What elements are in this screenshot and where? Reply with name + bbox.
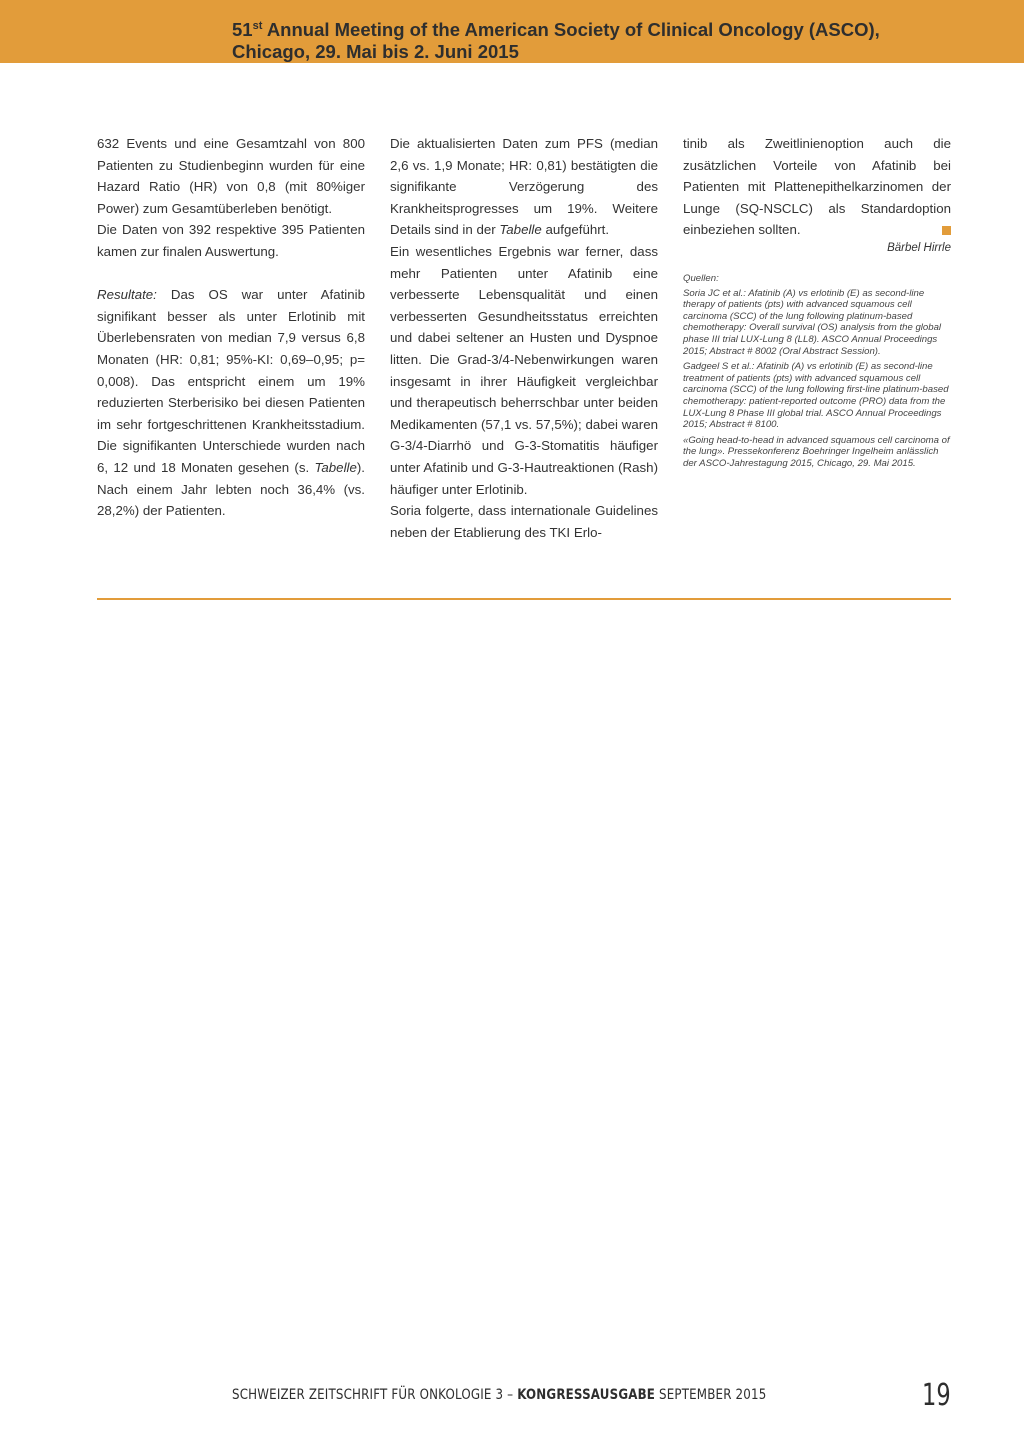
journal-name: SCHWEIZER ZEITSCHRIFT FÜR ONKOLOGIE 3 –: [232, 1387, 518, 1403]
text-span: ). Nach einem Jahr lebten noch 36,4% (vs. 28,2%) der Patienten.: [97, 459, 365, 519]
text-span: Das OS war unter Afatinib signifikant besser als unter Erlotinib mit Überlebensraten von median 7,9 versus 6,8 Monaten (HR: 0,81; 95%-KI: 0,69–0,95; p= 0,008). Das entspricht einem um 19% reduzierten Sterberisiko bei diesen Patienten im sehr fortgeschrittenen Krankheitsstadium. Die signifikanten Unterschiede wurden nach 6, 12 und 18 Monaten gesehen (s.: [97, 287, 365, 475]
results-label: Resultate:: [97, 287, 157, 303]
sources-title: Quellen:: [683, 272, 719, 284]
end-square-icon: [942, 226, 951, 235]
paragraph: [390, 133, 658, 241]
page-number: 19: [922, 1378, 951, 1413]
text-span: Die aktualisierten Daten zum PFS (median 2,6 vs. 1,9 Monate; HR: 0,81) bestätigten die signifikante Verzögerung des Krankheitsprogresses um 19%. Weitere Details sind in der: [390, 136, 658, 238]
text-span: tinib als Zweitlinienoption auch die zusätzlichen Vorteile von Afatinib bei Patienten mit Plattenepithelkarzinomen der Lunge (SQ-NSCLC) als Standardoption einbeziehen sollten.: [683, 136, 951, 238]
header-sup: st: [252, 20, 263, 32]
paragraph: [683, 133, 951, 241]
footer: [232, 1387, 767, 1403]
column-3: [683, 133, 951, 473]
sources: [683, 273, 951, 470]
column-2: [390, 133, 658, 543]
paragraph: Ein wesentliches Ergebnis war ferner, dass mehr Patienten unter Afatinib eine verbesserte Lebensqualität und einen verbesserten Gesundheitsstatus erreichten und dabei seltener an Husten und Dyspnoe litten. Die Grad-3/4-Nebenwirkungen waren insgesamt in ihrer Häufigkeit vergleichbar und therapeutisch beherrschbar unter beiden Medikamenten (57,1 vs. 57,5%); dabei waren G-3/4-Diarrhö und G-3-Stomatitis häufiger unter Afatinib und G-3-Hautreaktionen (Rash) häufiger unter Erlotinib.: [390, 243, 658, 497]
header-number: 51: [232, 19, 253, 40]
issue-date: SEPTEMBER 2015: [655, 1387, 767, 1403]
header-banner: [0, 0, 1024, 63]
paragraph: 632 Events und eine Gesamtzahl von 800 Patienten zu Studienbeginn wurden für eine Hazard Ratio (HR) von 0,8 (mit 80%iger Power) zum Gesamtüberleben benötigt.: [97, 136, 365, 216]
table-ref: Tabelle: [499, 222, 542, 238]
author: Bärbel Hirrle: [887, 241, 951, 254]
table-ref: Tabelle: [314, 459, 357, 475]
header-line1: Annual Meeting of the American Society of Clinical Oncology (ASCO),: [262, 19, 880, 40]
text-span: aufgeführt.: [541, 222, 610, 238]
column-1: [97, 133, 365, 522]
header-title: [232, 19, 880, 63]
header-line2: Chicago, 29. Mai bis 2. Juni 2015: [232, 41, 519, 62]
source-item: «Going head-to-head in advanced squamous cell carcinoma of the lung». Pressekonferenz Boehringer Ingelheim anlässlich der ASCO-Jahrestagung 2015, Chicago, 29. Mai 2015.: [683, 434, 950, 469]
edition-label: KONGRESSAUSGABE: [517, 1387, 656, 1403]
paragraph: Die Daten von 392 respektive 395 Patienten kamen zur finalen Auswertung.: [97, 222, 365, 259]
paragraph: Soria folgerte, dass internationale Guidelines neben der Etablierung des TKI Erlo-: [390, 503, 658, 540]
source-item: Gadgeel S et al.: Afatinib (A) vs erlotinib (E) as second-line treatment of patients (pts) with advanced squamous cell carcinoma (SCC) of the lung following first-line platinum-based chemotherapy: patient-reported outcome (PRO) data from the LUX-Lung 8 Phase III global trial. ASCO Annual Proceedings 2015; Abstract # 8100.: [683, 361, 949, 431]
divider: [97, 598, 951, 600]
paragraph-results: [97, 284, 365, 522]
source-item: Soria JC et al.: Afatinib (A) vs erlotinib (E) as second-line therapy of patients (pts) with advanced squamous cell carcinoma (SCC) of the lung following platinum-based chemotherapy: Overall survival (OS) analysis from the global phase III trial LUX-Lung 8 (LL8). ASCO Annual Proceedings 2015; Abstract # 8002 (Oral Abstract Session).: [683, 287, 942, 357]
